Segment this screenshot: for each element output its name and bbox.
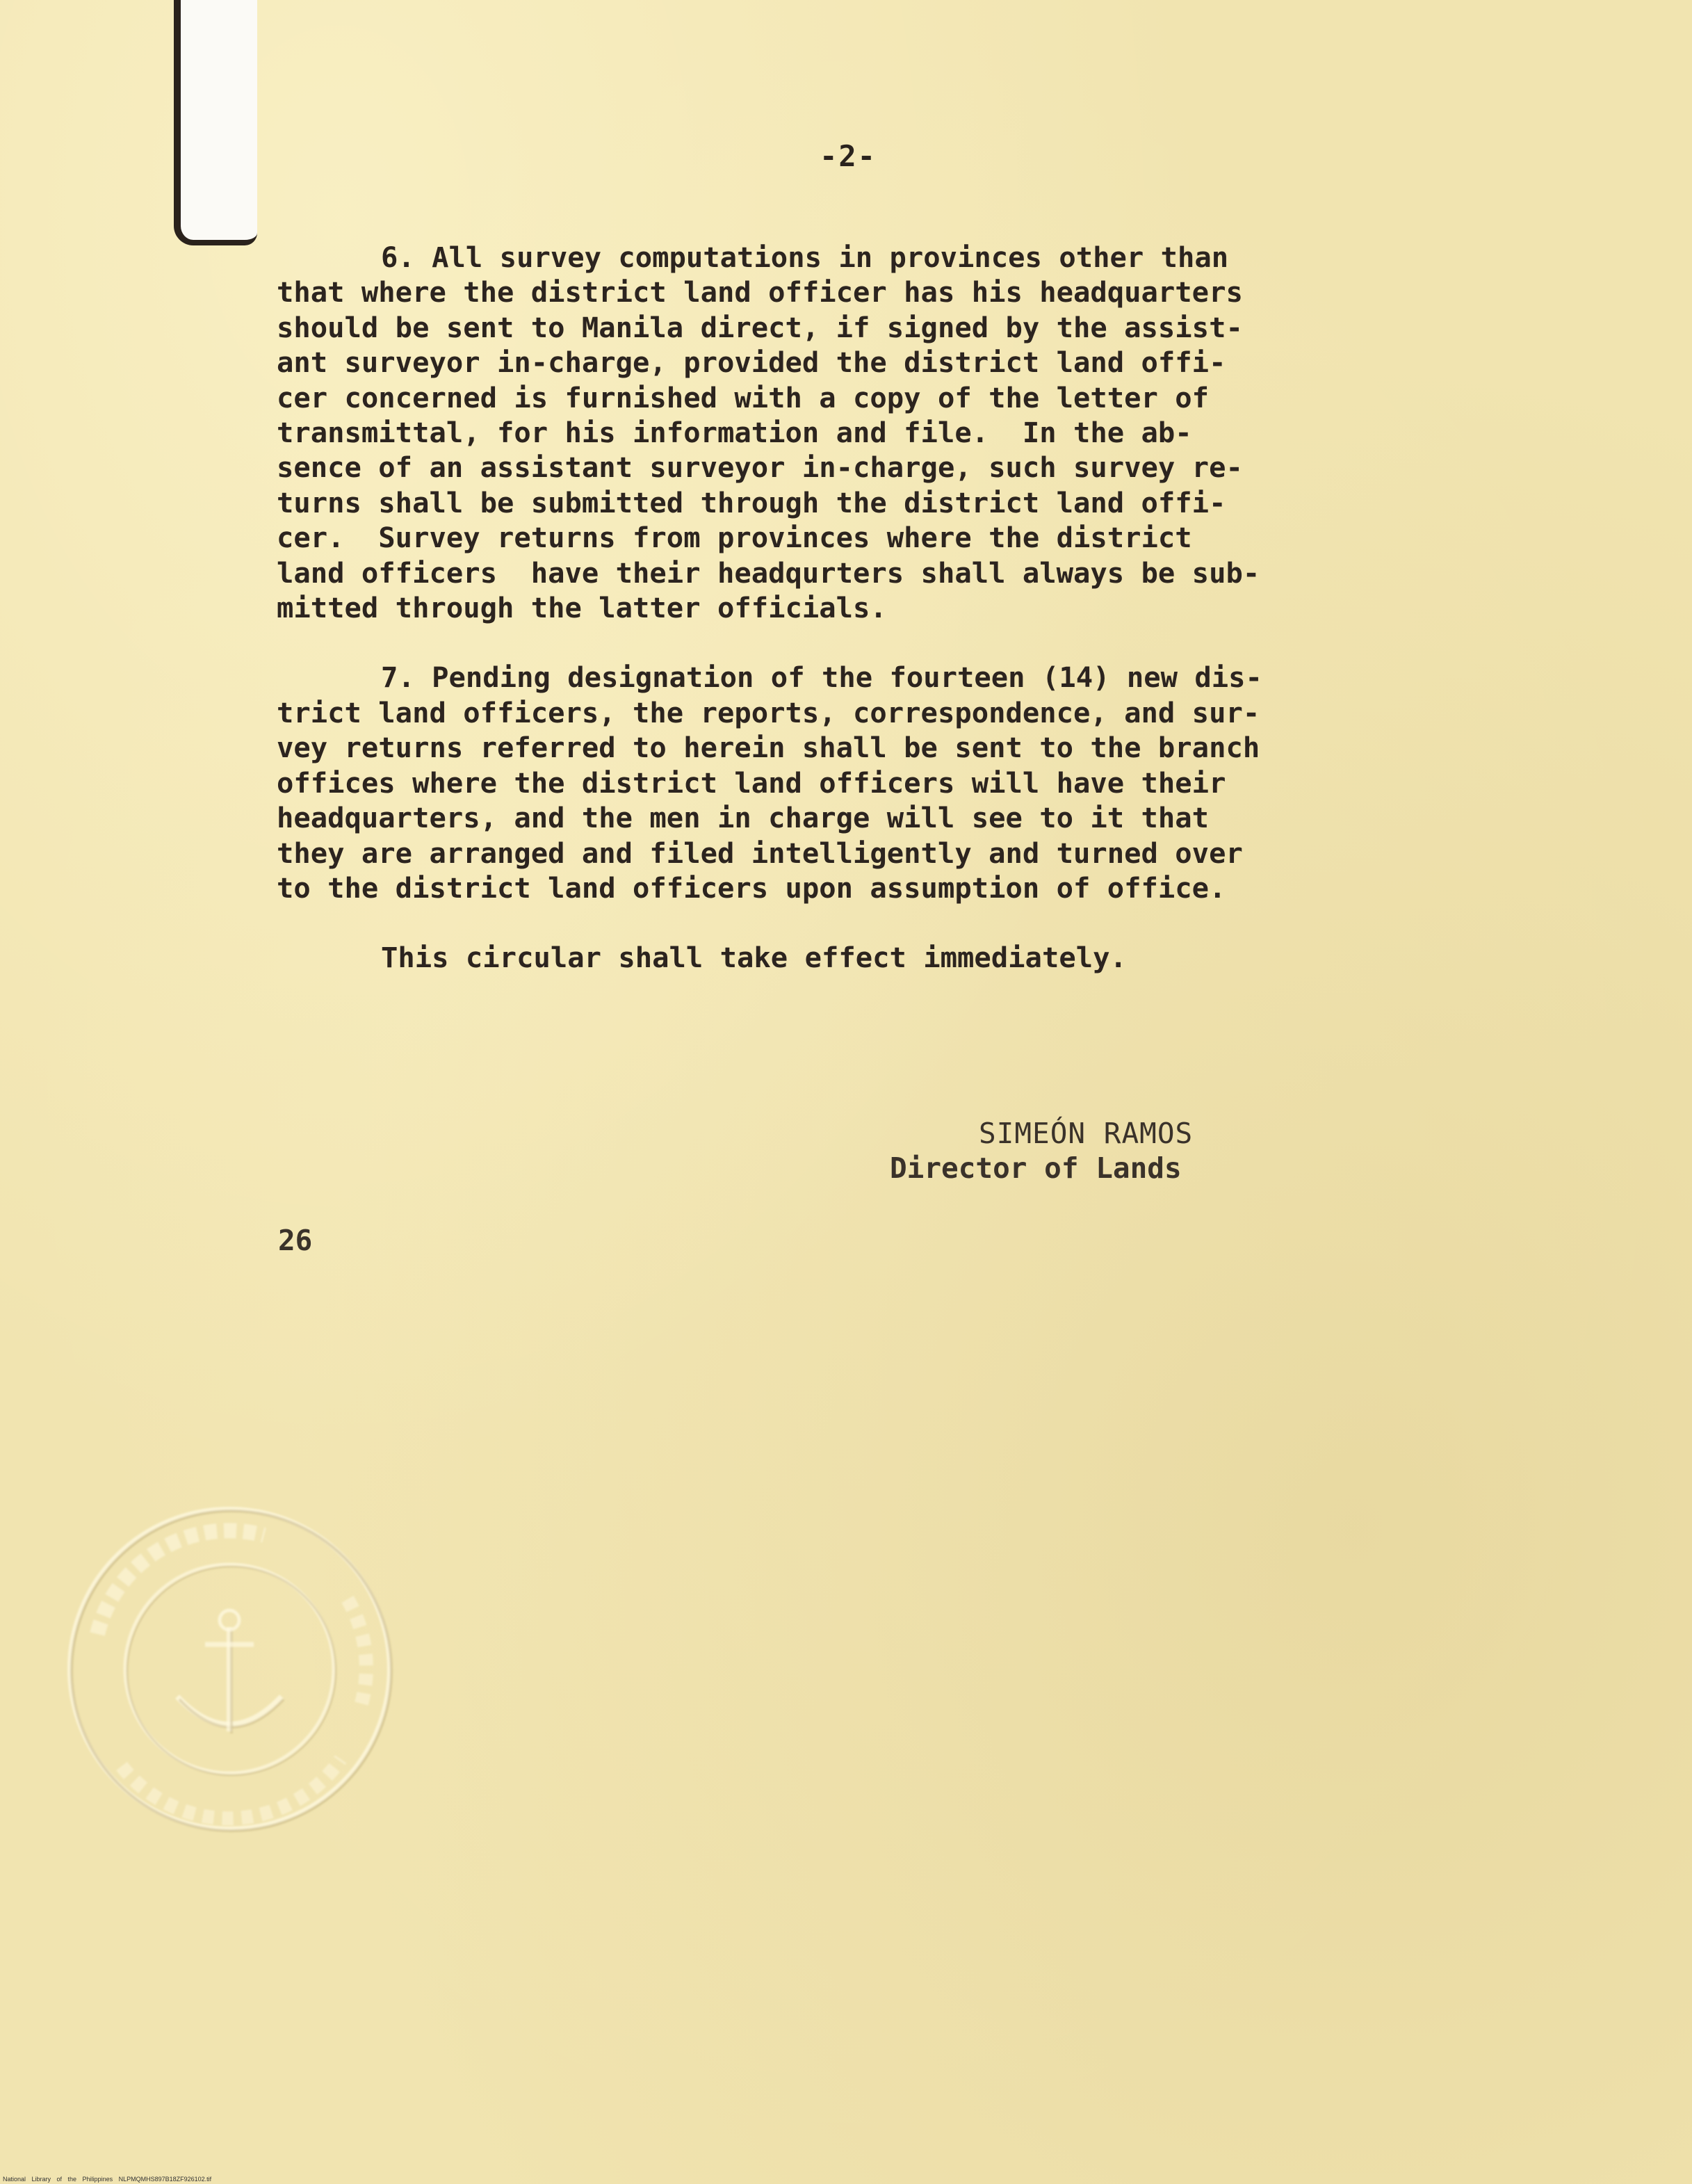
closing-paragraph — [277, 940, 1528, 975]
text-line: that where the district land officer has his headquarters — [277, 275, 1243, 309]
punch-hole — [174, 0, 257, 245]
text-line: vey returns referred to herein shall be sent to the branch — [277, 731, 1260, 765]
text-line: they are arranged and filed intelligently and turned over — [277, 836, 1243, 870]
archive-footer: National Library of the Philippines NLPMQMHS897B18ZF926102.tif — [3, 2176, 212, 2183]
text-line: headquarters, and the men in charge will see to it that — [277, 801, 1210, 835]
text-line: 7. Pending designation of the fourteen (14) new dis- — [381, 661, 1262, 695]
document-body — [277, 240, 1528, 976]
text-line: turns shall be submitted through the district land offi- — [277, 485, 1226, 519]
text-line: to the district land officers upon assumption of office. — [277, 871, 1226, 905]
reference-number: 26 — [278, 1224, 313, 1257]
paragraph-7 — [277, 660, 1528, 905]
signature-block — [890, 1116, 1193, 1186]
embossed-seal-icon — [56, 1495, 403, 1843]
text-line: transmittal, for his information and file. In the ab- — [277, 416, 1192, 450]
text-line: should be sent to Manila direct, if signed by the assist- — [277, 310, 1243, 344]
signatory-title: Director of Lands — [890, 1151, 1182, 1185]
text-line: cer concerned is furnished with a copy of the letter of — [277, 380, 1210, 414]
page-number: -2- — [820, 139, 877, 173]
text-line: sence of an assistant surveyor in-charge, such survey re- — [277, 451, 1243, 485]
paragraph-6 — [277, 240, 1528, 625]
text-line: This circular shall take effect immediately. — [381, 941, 1127, 975]
signatory-name: SIMEÓN RAMOS — [979, 1117, 1194, 1150]
text-line: ant surveyor in-charge, provided the district land offi- — [277, 346, 1226, 380]
text-line: land officers have their headqurters shall always be sub- — [277, 556, 1260, 590]
text-line: cer. Survey returns from provinces where the district — [277, 521, 1192, 555]
text-line: trict land officers, the reports, correspondence, and sur- — [277, 695, 1260, 729]
text-line: mitted through the latter officials. — [277, 591, 887, 625]
text-line: 6. All survey computations in provinces other than — [381, 241, 1229, 274]
text-line: offices where the district land officers will have their — [277, 766, 1226, 800]
